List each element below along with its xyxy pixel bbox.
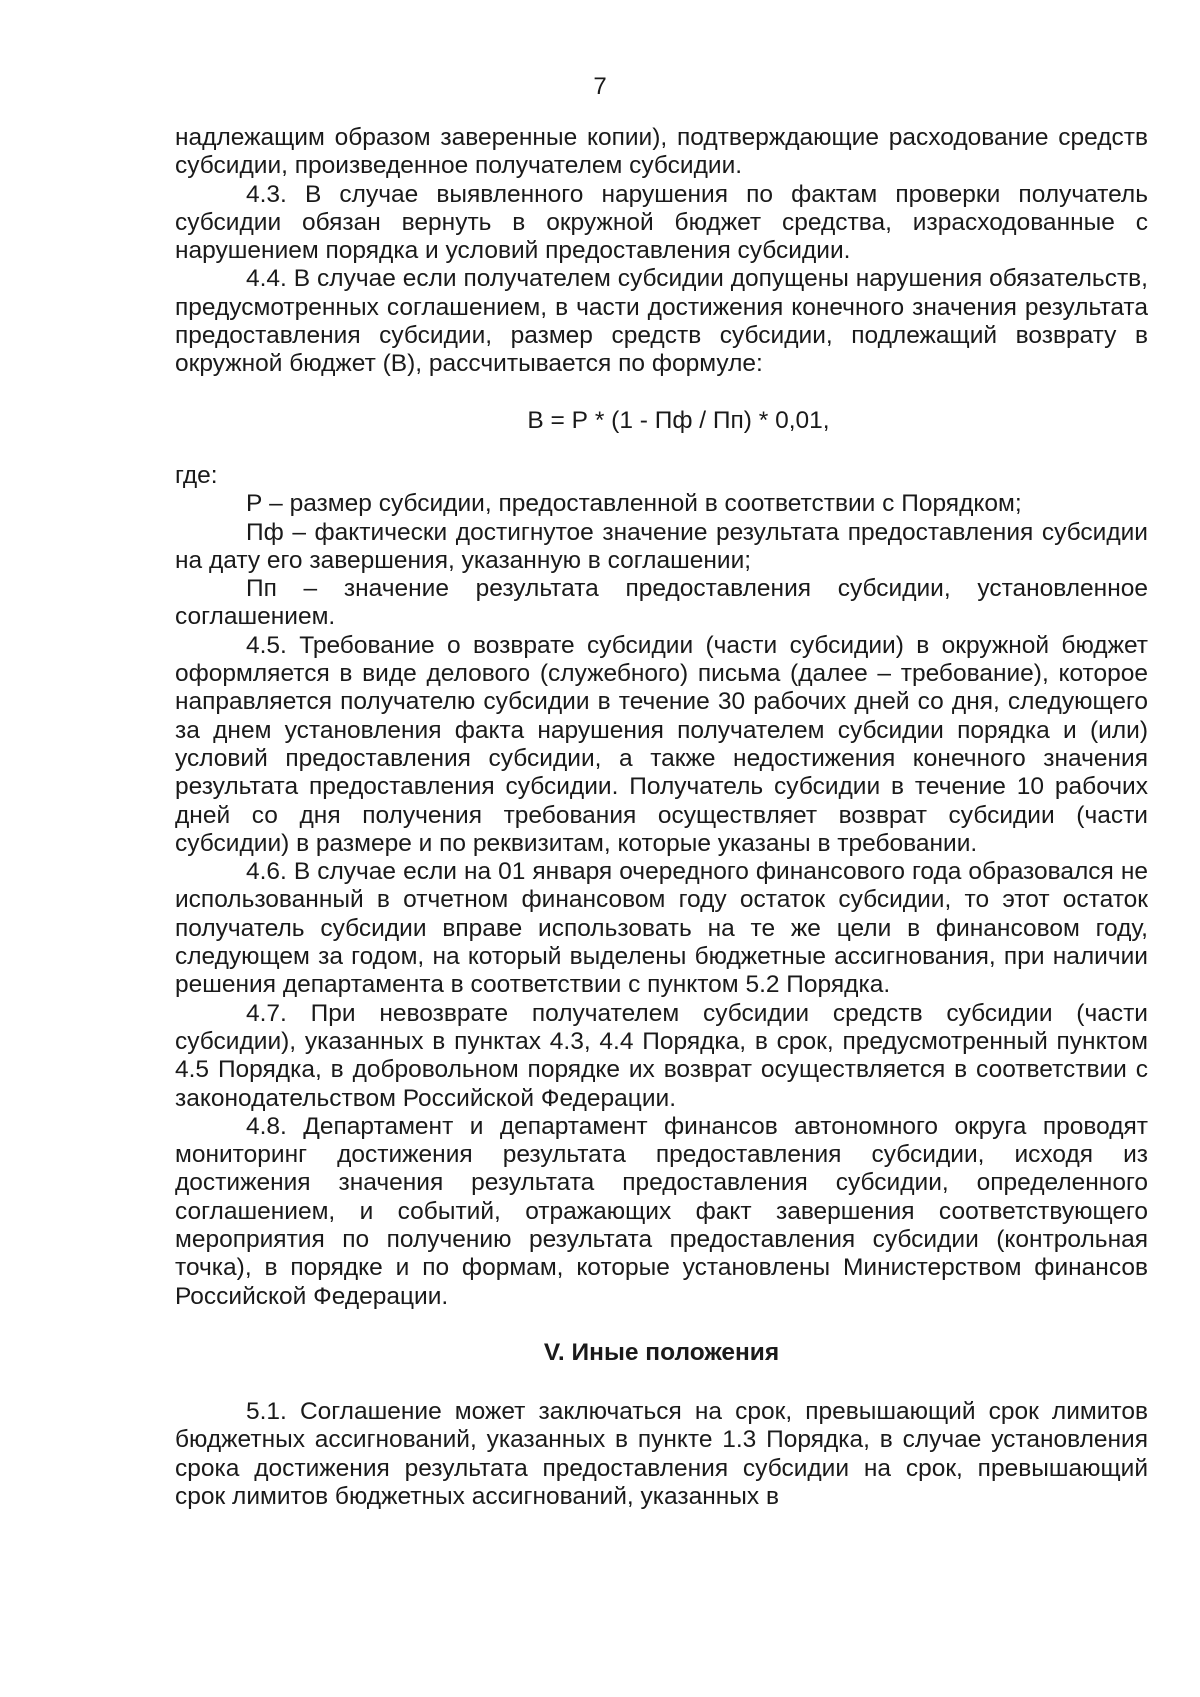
definition-pf: Пф – фактически достигнутое значение результата предоставления субсидии на дату его завершения, указанную в соглашении; <box>175 518 1148 574</box>
paragraph-4-3: 4.3. В случае выявленного нарушения по фактам проверки получатель субсидии обязан вернуть в окружной бюджет средства, израсходованные с нарушением порядка и условий предоставления субсидии. <box>175 180 1148 265</box>
formula: В = Р * (1 - Пф / Пп) * 0,01, <box>527 406 830 434</box>
paragraph-4-7: 4.7. При невозврате получателем субсидии средств субсидии (части субсидии), указанных в пунктах 4.3, 4.4 Порядка, в срок, предусмотренный пунктом 4.5 Порядка, в добровольном порядке их возврат осуществляется в соответствии с законодательством Российской Федерации. <box>175 999 1148 1112</box>
paragraph-4-6: 4.6. В случае если на 01 января очередного финансового года образовался не использованный в отчетном финансовом году остаток субсидии, то этот остаток получатель субсидии вправе использовать на те же цели в финансовом году, следующем за годом, на который выделены бюджетные ассигнования, при наличии решения департамента в соответствии с пунктом 5.2 Порядка. <box>175 858 1148 999</box>
paragraph-4-8: 4.8. Департамент и департамент финансов автономного округа проводят мониторинг достижения результата предоставления субсидии, исходя из достижения значения результата предоставления субсидии, определенного соглашением, и событий, отражающих факт завершения соответствующего мероприятия по получению результата предоставления субсидии (контрольная точка), в порядке и по формам, которые установлены Министерством финансов Российской Федерации. <box>175 1112 1148 1310</box>
paragraph-4-4: 4.4. В случае если получателем субсидии допущены нарушения обязательств, предусмотренных соглашением, в части достижения конечного значения результата предоставления субсидии, размер средств субсидии, подлежащий возврату в окружной бюджет (В), рассчитывается по формуле: <box>175 265 1148 378</box>
document-body <box>175 124 1148 1511</box>
paragraph-5-1: 5.1. Соглашение может заключаться на срок, превышающий срок лимитов бюджетных ассигнований, указанных в пункте 1.3 Порядка, в случае установления срока достижения результата предоставления субсидии на срок, превышающий срок лимитов бюджетных ассигнований, указанных в <box>175 1398 1148 1511</box>
paragraph-4-5: 4.5. Требование о возврате субсидии (части субсидии) в окружной бюджет оформляется в виде делового (служебного) письма (далее – требование), которое направляется получателю субсидии в течение 30 рабочих дней со дня, следующего за днем установления факта нарушения получателем субсидии порядка и (или) условий предоставления субсидии, а также недостижения конечного значения результата предоставления субсидии. Получатель субсидии в течение 10 рабочих дней со дня получения требования осуществляет возврат субсидии (части субсидии) в размере и по реквизитам, которые указаны в требовании. <box>175 631 1148 857</box>
page-number: 7 <box>593 73 607 100</box>
paragraph-continuation: надлежащим образом заверенные копии), подтверждающие расходование средств субсидии, произведенное получателем субсидии. <box>175 124 1148 180</box>
definition-pp: Пп – значение результата предоставления субсидии, установленное соглашением. <box>175 575 1148 631</box>
definition-p: Р – размер субсидии, предоставленной в соответствии с Порядком; <box>246 490 1022 518</box>
section-heading: V. Иные положения <box>543 1338 780 1366</box>
where-label: где: <box>175 461 218 489</box>
